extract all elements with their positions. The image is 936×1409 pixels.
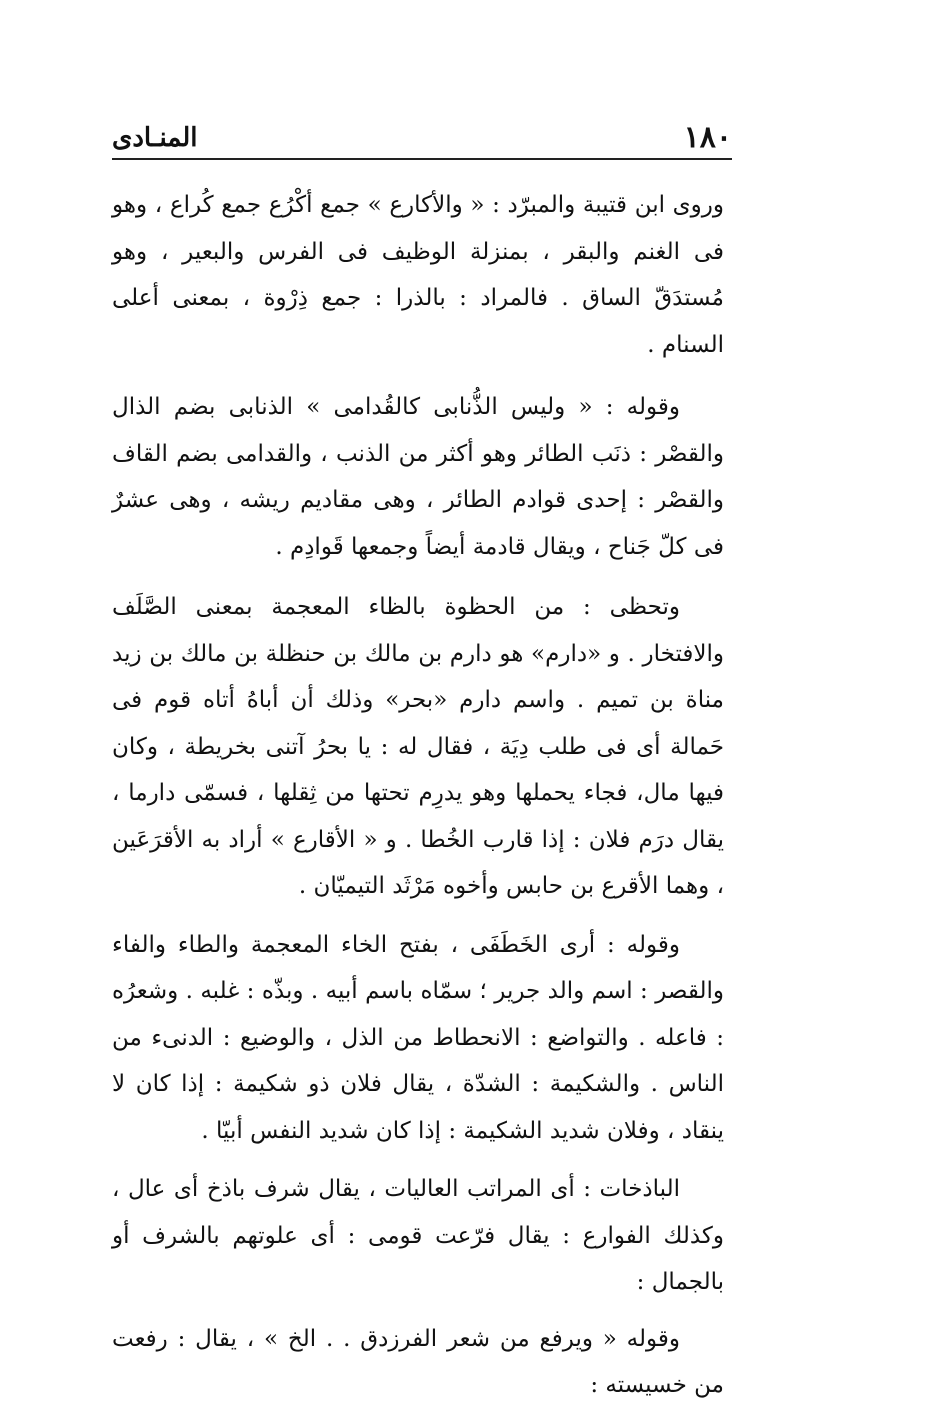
paragraph: وقوله : « وليس الذُّنابى كالقُدامى » الذنابى بضم الذال والقصْر : ذنَب الطائر وهو أكثر من الذنب ، والقدامى بضم القاف والقصْر : إحدى قوادم الطائر ، وهى مقاديم ريشه ، وهى عشرٌ فى كلّ جَناح ، ويقال قادمة أيضاً وجمعها قَوادِم .: [112, 394, 724, 560]
paragraph: وتحظى : من الحظوة بالظاء المعجمة بمعنى الصَّلَف والافتخار . و «دارم» هو دارم بن مالك بن حنظلة بن مالك بن زيد مناة بن تميم . واسم دارم «بحر» وذلك أن أباهُ أتاه قوم فى حَمالة أى فى طلب دِيَة ، فقال له : يا بحرُ آتنى بخريطة ، وكان فيها مال، فجاء يحملها وهو يدرِم تحتها من ثِقلها ، فسمّى دارما ، يقال درَم فلان : إذا قارب الخُطا . و « الأقارع » أراد به الأقرَعَين ، وهما الأقرع بن حابس وأخوه مَرْثَد التيميّان .: [112, 594, 724, 899]
paragraph: وروى ابن قتيبة والمبرّد : « والأكارع » جمع أكْرُع جمع كُراع ، وهو فى الغنم والبقر ، بمنزلة الوظيف فى الفرس والبعير ، وهو مُستدَقّ الساق . فالمراد : بالذرا : جمع ذِرْوة ، بمعنى أعلى السنام .: [112, 192, 724, 358]
paragraph: الباذخات : أى المراتب العاليات ، يقال شرف باذخ أى عال ، وكذلك الفوارع : يقال فرّعت قومى : أى علوتهم بالشرف أو بالجمال :: [112, 1176, 724, 1295]
running-title: المنـادى: [112, 123, 198, 153]
page-body: [112, 182, 724, 1409]
page-number: ١٨٠: [683, 120, 732, 155]
header-divider: [112, 158, 732, 160]
paragraph: وقوله « ويرفع من شعر الفرزدق . . الخ » ، يقال : رفعت من خسيسته :: [112, 1325, 724, 1398]
paragraph: وقوله : أرى الخَطَفَى ، بفتح الخاء المعجمة والطاء والفاء والقصر : اسم والد جرير ؛ سمّاه باسم أبيه . وبذّه : غلبه . وشعرُه : فاعله . والتواضع : الانحطاط من الذل ، والوضيع : الدنىء من الناس . والشكيمة : الشدّة ، يقال فلان ذو شكيمة : إذا كان لا ينقاد ، وفلان شديد الشكيمة : إذا كان شديد النفس أبيّا .: [112, 931, 724, 1144]
